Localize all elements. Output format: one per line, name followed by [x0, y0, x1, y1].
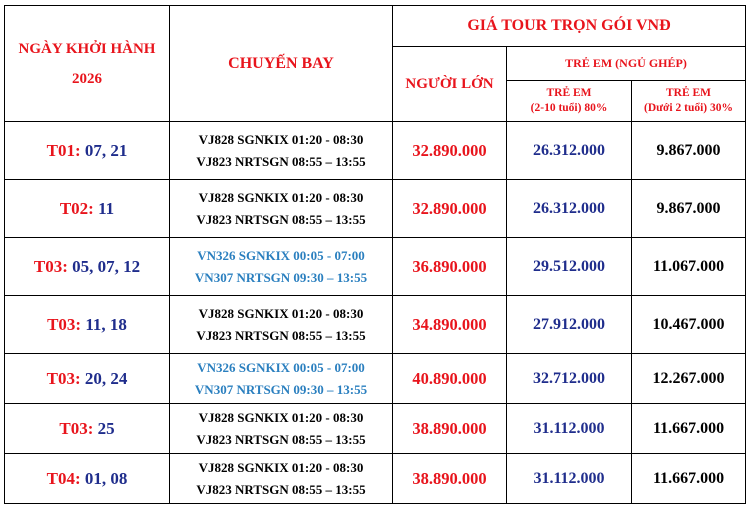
adult-price: 36.890.000 — [393, 238, 507, 296]
outbound-flight: VJ828 SGNKIX 01:20 - 08:30 — [198, 409, 364, 425]
child-under-2-price: 10.467.000 — [632, 296, 746, 354]
flight-cell — [170, 404, 393, 454]
departure-date-cell — [5, 354, 170, 404]
departure-days: 05, 07, 12 — [67, 256, 141, 276]
return-flight: VJ823 NRTSGN 08:55 – 13:55 — [196, 211, 366, 227]
outbound-flight: VJ828 SGNKIX 01:20 - 08:30 — [198, 459, 364, 475]
child-2-10-price: 26.312.000 — [507, 122, 632, 180]
child-under-2-price: 11.067.000 — [632, 238, 746, 296]
flight-cell — [170, 354, 393, 404]
departure-days: 20, 24 — [80, 368, 128, 388]
departure-days: 07, 21 — [80, 140, 128, 160]
flight-cell — [170, 122, 393, 180]
child-under-2-header-title: TRẺ EM — [665, 87, 712, 99]
table-row — [5, 238, 746, 296]
flight-cell — [170, 296, 393, 354]
adult-price: 38.890.000 — [393, 404, 507, 454]
child-under-2-price: 11.667.000 — [632, 404, 746, 454]
outbound-flight: VN326 SGNKIX 00:05 - 07:00 — [197, 247, 365, 263]
table-row — [5, 354, 746, 404]
flight-cell — [170, 454, 393, 504]
child-under-2-price: 11.667.000 — [632, 454, 746, 504]
flight-cell — [170, 238, 393, 296]
departure-month: T04: — [46, 468, 81, 488]
adult-price: 32.890.000 — [393, 180, 507, 238]
child-2-10-header-title: TRẺ EM — [546, 87, 592, 99]
departure-month: T02: — [59, 198, 94, 218]
flight-header: CHUYẾN BAY — [170, 6, 393, 122]
departure-date-header-year: 2026 — [72, 70, 102, 87]
departure-month: T03: — [33, 256, 68, 276]
return-flight: VJ823 NRTSGN 08:55 – 13:55 — [196, 153, 366, 169]
outbound-flight: VJ828 SGNKIX 01:20 - 08:30 — [198, 305, 364, 321]
outbound-flight: VJ828 SGNKIX 01:20 - 08:30 — [198, 131, 364, 147]
child-2-10-price: 31.112.000 — [507, 454, 632, 504]
departure-date-header-line1: NGÀY KHỞI HÀNH — [18, 40, 156, 57]
table-row — [5, 180, 746, 238]
tour-price-table — [4, 5, 746, 504]
tour-price-header: GIÁ TOUR TRỌN GÓI VNĐ — [393, 6, 746, 47]
adult-price-header: NGƯỜI LỚN — [393, 47, 507, 122]
departure-date-header — [5, 6, 170, 122]
child-2-10-price: 29.512.000 — [507, 238, 632, 296]
child-2-10-price: 31.112.000 — [507, 404, 632, 454]
child-shared-bed-header: TRẺ EM (NGỦ GHÉP) — [507, 47, 746, 81]
child-2-10-header — [507, 81, 632, 122]
table-row — [5, 404, 746, 454]
return-flight: VJ823 NRTSGN 08:55 – 13:55 — [196, 431, 366, 447]
child-2-10-price: 32.712.000 — [507, 354, 632, 404]
departure-month: T03: — [46, 368, 81, 388]
child-under-2-header — [632, 81, 746, 122]
departure-days: 01, 08 — [80, 468, 128, 488]
child-under-2-price: 12.267.000 — [632, 354, 746, 404]
departure-date-cell — [5, 238, 170, 296]
child-2-10-price: 27.912.000 — [507, 296, 632, 354]
departure-days: 25 — [93, 418, 115, 438]
return-flight: VJ823 NRTSGN 08:55 – 13:55 — [196, 481, 366, 497]
table-row — [5, 122, 746, 180]
return-flight: VN307 NRTSGN 09:30 – 13:55 — [194, 269, 368, 285]
child-under-2-price: 9.867.000 — [632, 180, 746, 238]
table-row — [5, 296, 746, 354]
departure-month: T03: — [47, 314, 82, 334]
departure-month: T03: — [59, 418, 94, 438]
departure-days: 11 — [93, 198, 115, 218]
child-2-10-header-detail: (2-10 tuổi) 80% — [530, 102, 608, 114]
outbound-flight: VJ828 SGNKIX 01:20 - 08:30 — [198, 189, 364, 205]
child-2-10-price: 26.312.000 — [507, 180, 632, 238]
adult-price: 40.890.000 — [393, 354, 507, 404]
departure-days: 11, 18 — [81, 314, 127, 334]
departure-date-cell — [5, 122, 170, 180]
departure-date-cell — [5, 180, 170, 238]
outbound-flight: VN326 SGNKIX 00:05 - 07:00 — [197, 359, 365, 375]
departure-date-cell — [5, 404, 170, 454]
departure-month: T01: — [46, 140, 81, 160]
return-flight: VN307 NRTSGN 09:30 – 13:55 — [194, 381, 368, 397]
departure-date-cell — [5, 296, 170, 354]
return-flight: VJ823 NRTSGN 08:55 – 13:55 — [196, 327, 366, 343]
child-under-2-header-detail: (Dưới 2 tuổi) 30% — [644, 102, 733, 114]
child-under-2-price: 9.867.000 — [632, 122, 746, 180]
adult-price: 38.890.000 — [393, 454, 507, 504]
departure-date-cell — [5, 454, 170, 504]
table-row — [5, 454, 746, 504]
adult-price: 34.890.000 — [393, 296, 507, 354]
adult-price: 32.890.000 — [393, 122, 507, 180]
flight-cell — [170, 180, 393, 238]
